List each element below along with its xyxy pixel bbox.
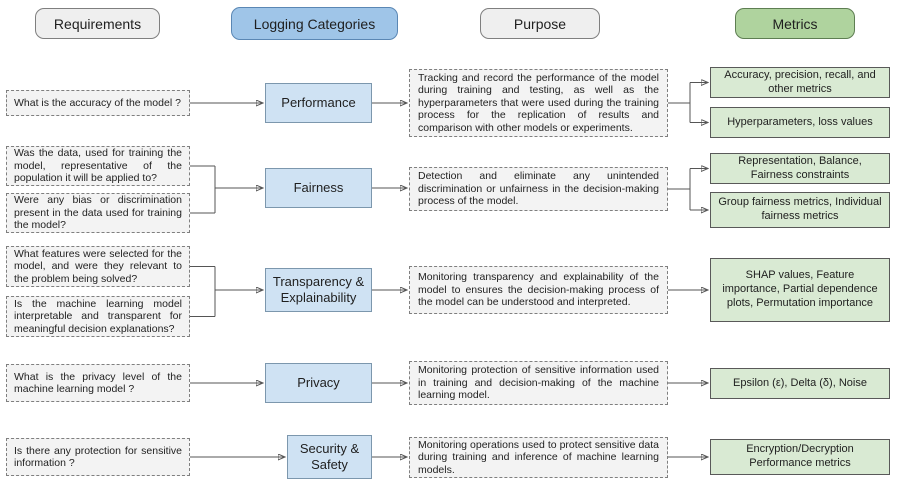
category-label: Security & Safety xyxy=(299,440,360,472)
metric-box-fairness-1 xyxy=(710,153,890,184)
metric-box-transparency-1 xyxy=(710,258,890,322)
requirement-text: Was the data, used for training the model, representative of the population it will be applied to? xyxy=(14,147,182,185)
requirement-text: Is there any protection for sensitive information ? xyxy=(14,444,182,469)
category-box-privacy xyxy=(265,363,372,403)
requirement-box-privacy-1 xyxy=(6,364,190,402)
category-box-performance xyxy=(265,83,372,123)
header-purpose xyxy=(480,8,600,39)
requirement-text: What is the privacy level of the machine learning model ? xyxy=(14,370,182,395)
purpose-box-transparency xyxy=(409,266,668,314)
header-purpose-label: Purpose xyxy=(513,15,567,32)
category-label: Privacy xyxy=(297,374,340,390)
header-logging-categories-label: Logging Categories xyxy=(253,15,376,32)
requirement-box-fairness-1 xyxy=(6,146,190,186)
category-box-transparency xyxy=(265,268,372,312)
metric-text: Encryption/Decryption Performance metrics xyxy=(746,443,854,469)
purpose-box-security xyxy=(409,437,668,478)
requirement-text: What features were selected for the model, and were they relevant to the problem being solved? xyxy=(14,247,182,285)
category-label: Performance xyxy=(281,94,356,110)
purpose-text: Tracking and record the performance of the model during training and testing, as well as the hyperparameters that were used during the training process for the replication of results and comparison with other models or experiments. xyxy=(418,71,659,134)
metric-box-privacy-1 xyxy=(710,368,890,399)
category-label: Fairness xyxy=(293,179,344,195)
purpose-text: Monitoring protection of sensitive information used in training and decision-making of the machine learning model. xyxy=(418,364,659,402)
purpose-text: Detection and eliminate any unintended discrimination or unfairness in the decision-making process of the model. xyxy=(418,170,659,208)
metric-text: Epsilon (ε), Delta (δ), Noise xyxy=(733,376,867,389)
requirement-text: What is the accuracy of the model ? xyxy=(14,96,181,109)
requirement-box-transparency-2 xyxy=(6,296,190,337)
header-metrics-label: Metrics xyxy=(772,15,818,32)
header-requirements-label: Requirements xyxy=(53,15,142,32)
purpose-text: Monitoring transparency and explainability of the model to ensures the decision-making process of the model can be understood and interpreted. xyxy=(418,271,659,309)
purpose-box-privacy xyxy=(409,361,668,405)
metric-box-security-1 xyxy=(710,439,890,475)
header-logging-categories xyxy=(231,7,398,40)
header-metrics xyxy=(735,8,855,39)
metric-text: Accuracy, precision, recall, and other metrics xyxy=(724,68,876,95)
metric-text: Representation, Balance, Fairness constraints xyxy=(738,154,862,181)
requirement-text: Were any bias or discrimination present in the data used for training the model? xyxy=(14,194,182,232)
category-label: Transparency & Explainability xyxy=(272,273,365,305)
purpose-box-performance xyxy=(409,69,668,137)
metric-text: SHAP values, Feature importance, Partial dependence plots, Permutation importance xyxy=(722,269,878,309)
metric-box-performance-2 xyxy=(710,107,890,138)
requirement-box-security-1 xyxy=(6,438,190,476)
category-box-fairness xyxy=(265,168,372,208)
purpose-box-fairness xyxy=(409,167,668,211)
category-box-security xyxy=(287,435,372,479)
metric-box-fairness-2 xyxy=(710,192,890,228)
requirement-text: Is the machine learning model interpretable and transparent for meaningful decision explanations? xyxy=(14,297,182,335)
requirement-box-fairness-2 xyxy=(6,193,190,233)
requirement-box-transparency-1 xyxy=(6,246,190,287)
metric-text: Group fairness metrics, Individual fairness metrics xyxy=(718,196,882,222)
purpose-text: Monitoring operations used to protect sensitive data during training and inference of machine learning models. xyxy=(418,438,659,476)
header-requirements xyxy=(35,8,160,39)
metric-box-performance-1 xyxy=(710,67,890,98)
requirement-box-performance-1 xyxy=(6,90,190,116)
metric-text: Hyperparameters, loss values xyxy=(727,115,873,128)
